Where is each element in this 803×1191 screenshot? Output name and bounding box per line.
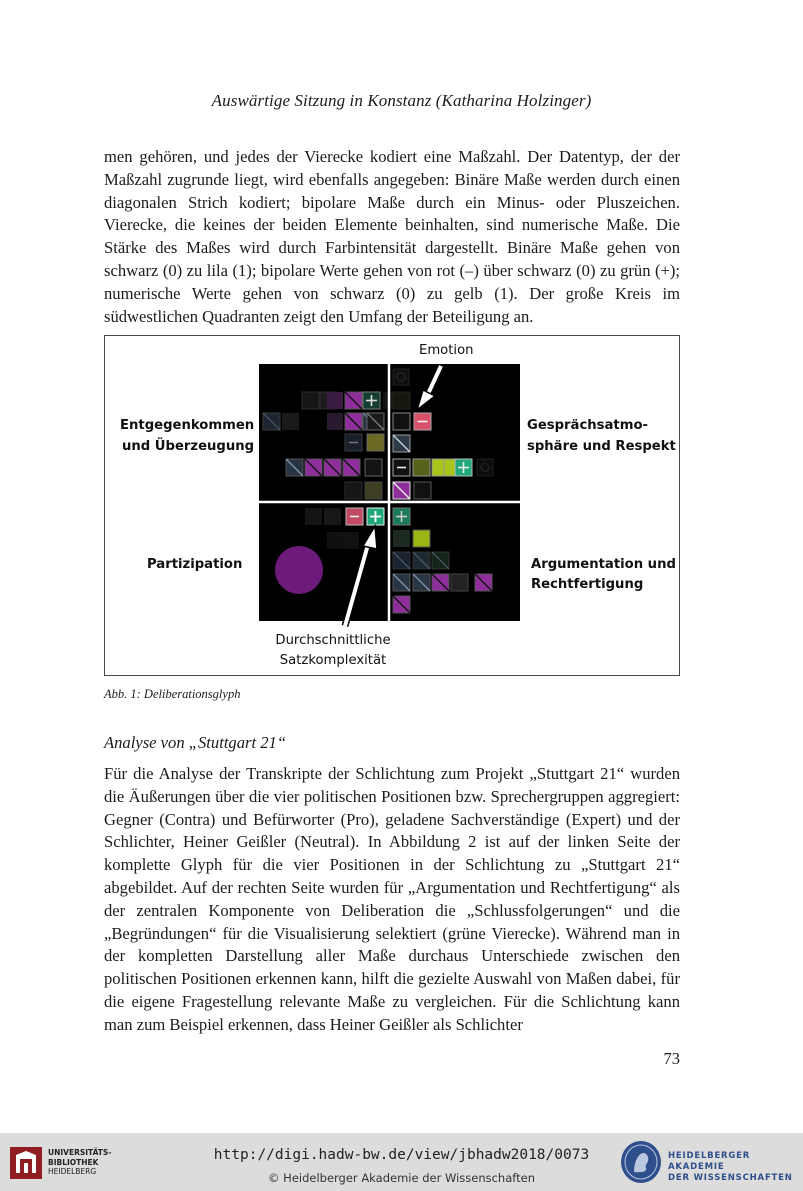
body-paragraph-2: Für die Analyse der Transkripte der Schlichtung zum Projekt „Stuttgart 21“ wurden die Äußerungen über die vier politischen Positionen bzw. Sprechergruppen aggregiert: Gegner (Contra) und Befürworter (Pro), geladene Sachverständige (Expert) und der Schlichter, Heiner Geißler (Neutral). In Abbildung 2 ist auf der linken Seite der komplette Glyph für die vier Positionen in der Schlichtung zu „Stuttgart 21“ abgebildet. Auf der rechten Seite wurden für „Argumentation und Rechtfertigung“ als der zentralen Komponente von Deliberation die „Schlussfolgerungen“ und die „Begründungen“ für die Visualisierung selektiert (grüne Vierecke). Während man in der kompletten Darstellung aller Maße durchaus Unterschiede zwischen den politischen Positionen erkennen kann, hilft die gezielte Auswahl von Maßen dabei, für die eigene Fragestellung relevante Maße zu vergleichen. Für die Schlichtung kann man zum Beispiel erkennen, dass Heiner Geißler als Schlichter — [104, 764, 680, 1034]
nw-label-line2: und Überzeugung — [122, 439, 255, 454]
square — [305, 508, 322, 525]
square — [327, 392, 343, 409]
complexity-label-line2: Satzkomplexität — [279, 653, 387, 668]
square — [393, 369, 409, 385]
running-head: Auswärtige Sitzung in Konstanz (Katharina Holzinger) — [211, 91, 592, 110]
ne-label-line2: sphäre und Respekt — [527, 439, 676, 454]
page-number: 73 — [663, 1049, 680, 1068]
se-label-line2: Rechtfertigung — [531, 577, 644, 592]
glyph-graphic — [105, 336, 681, 677]
numeric-square — [413, 459, 430, 476]
complexity-label-line1: Durchschnittliche — [275, 633, 391, 648]
square — [282, 413, 299, 430]
square — [345, 482, 362, 499]
emotion-label: Emotion — [419, 343, 474, 358]
figure-caption: Abb. 1: Deliberationsglyph — [104, 687, 241, 701]
square — [327, 413, 343, 430]
square — [393, 413, 410, 430]
square — [393, 392, 410, 409]
se-label-line1: Argumentation und — [531, 557, 676, 572]
participation-circle — [275, 546, 323, 594]
academy-name: HEIDELBERGER AKADEMIE DER WISSENSCHAFTEN — [668, 1151, 793, 1183]
numeric-square — [367, 434, 384, 451]
square — [477, 459, 493, 476]
numeric-square — [365, 482, 382, 499]
nw-label-line1: Entgegenkommen — [120, 418, 255, 433]
square — [327, 532, 343, 549]
square — [451, 574, 468, 591]
copyright-notice: © Heidelberger Akademie der Wissenschaften — [268, 1171, 535, 1185]
square — [393, 530, 410, 547]
square — [324, 508, 341, 525]
university-library-name: UNIVERSITÄTS- BIBLIOTHEK HEIDELBERG — [48, 1148, 112, 1176]
numeric-square — [413, 530, 430, 547]
square — [365, 459, 382, 476]
ne-label-line1: Gesprächsatmo- — [527, 418, 648, 433]
square — [414, 482, 431, 499]
permalink-url[interactable]: http://digi.hadw-bw.de/view/jbhadw2018/0073 — [213, 1147, 590, 1163]
square — [343, 532, 359, 549]
body-paragraph-1: men gehören, und jedes der Vierecke kodiert eine Maßzahl. Der Datentyp, der der Maßzahl zugrunde liegt, wird ebenfalls angegeben: Binäre Maße werden durch einen diagonalen Strich kodiert; bipolare Maße durch ein Minus- oder Pluszeichen. Vierecke, die keines der beiden Elemente beinhalten, sind numerische Maße. Die Stärke des Maßes wird durch Farbintensität dargestellt. Binäre Maße gehen von schwarz (0) zu lila (1); bipolare Werte gehen von rot (–) über schwarz (0) zu grün (+); numerische Werte gehen von schwarz (0) zu gelb (1). Der große Kreis im südwestlichen Quadranten zeigt den Umfang der Beteiligung an. — [104, 147, 680, 326]
academy-seal-icon — [620, 1140, 662, 1184]
footer-bar — [0, 1133, 803, 1191]
square — [302, 392, 319, 409]
section-title: Analyse von „Stuttgart 21“ — [104, 733, 287, 752]
sw-label: Partizipation — [147, 557, 243, 572]
deliberation-glyph-figure — [104, 335, 680, 676]
